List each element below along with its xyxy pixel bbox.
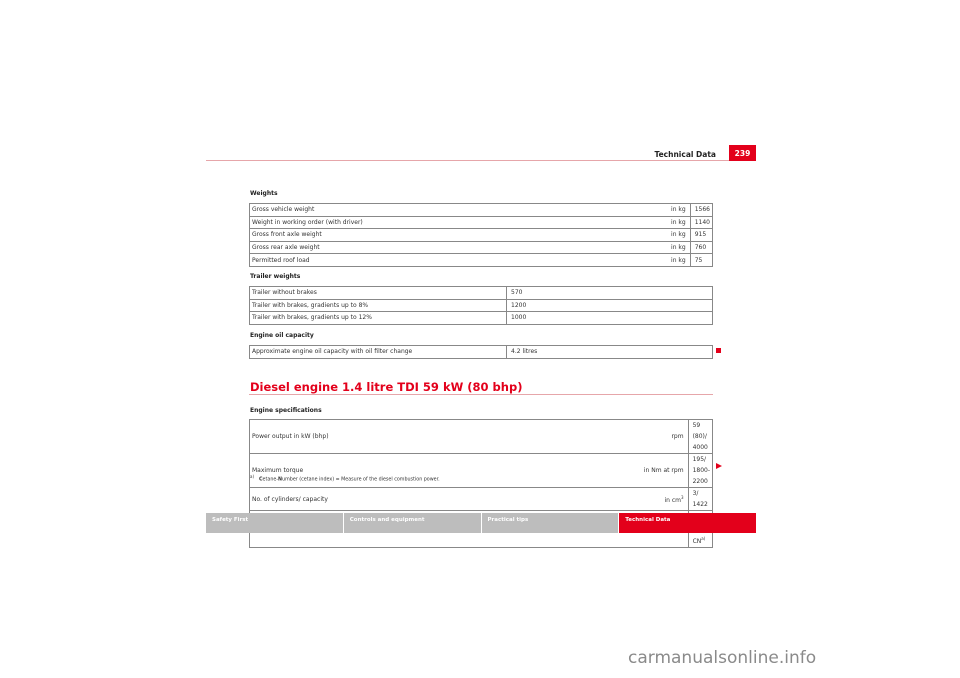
footnote-n: N: [278, 477, 283, 483]
header-rule: [206, 160, 756, 161]
row-unit: in kg: [475, 204, 691, 217]
header-title: Technical Data: [654, 150, 716, 159]
row-label: Gross rear axle weight: [250, 241, 475, 254]
trailer-heading: Trailer weights: [250, 273, 301, 280]
tab-controls-and-equipment[interactable]: Controls and equipment: [344, 513, 481, 533]
row-value: 1140: [690, 216, 712, 229]
row-unit: rpm: [473, 420, 688, 454]
tab-practical-tips[interactable]: Practical tips: [482, 513, 619, 533]
row-value: 1000: [507, 312, 713, 325]
table-row: [250, 312, 713, 325]
row-value: 760: [690, 241, 712, 254]
row-unit: in kg: [475, 216, 691, 229]
row-label: Maximum torque: [250, 454, 474, 488]
row-value: 59 (80)/ 4000: [688, 420, 712, 454]
table-row: [250, 254, 713, 267]
table-row: [250, 299, 713, 312]
row-label: Trailer without brakes: [250, 287, 507, 300]
row-label: Gross vehicle weight: [250, 204, 475, 217]
row-label: Approximate engine oil capacity with oil filter change: [250, 346, 507, 359]
oil-heading: Engine oil capacity: [250, 332, 314, 339]
row-label: Trailer with brakes, gradients up to 8%: [250, 299, 507, 312]
weights-heading: Weights: [250, 190, 278, 197]
tab-safety-first[interactable]: Safety First: [206, 513, 343, 533]
row-value: 915: [690, 229, 712, 242]
row-value: 4.2 litres: [507, 346, 713, 359]
row-value: 195/ 1800-2200: [688, 454, 712, 488]
footnote-c: C: [259, 477, 263, 483]
row-label: Power output in kW (bhp): [250, 420, 474, 454]
table-row: [250, 229, 713, 242]
table-row: [250, 488, 713, 511]
footnote: [250, 474, 440, 483]
table-row: [250, 204, 713, 217]
footnote-text: umber (cetane index) = Measure of the diesel combustion power.: [282, 477, 440, 483]
footnote-mid: etane-: [262, 477, 279, 483]
tab-technical-data[interactable]: Technical Data: [619, 513, 756, 533]
row-label: Permitted roof load: [250, 254, 475, 267]
trailer-table: [249, 286, 713, 325]
diesel-engine-title: Diesel engine 1.4 litre TDI 59 kW (80 bhp): [250, 380, 523, 394]
row-unit: in kg: [475, 241, 691, 254]
engine-spec-heading: Engine specifications: [250, 407, 322, 414]
footnote-mark: a): [250, 474, 255, 479]
row-value: 3/ 1422: [688, 488, 712, 511]
table-row: [250, 287, 713, 300]
table-row: [250, 420, 713, 454]
row-unit: in cm: [664, 497, 682, 504]
oil-table: [249, 345, 713, 359]
row-unit: in Nm at rpm: [473, 454, 688, 488]
footnote-reference: a): [701, 536, 706, 541]
watermark: carmanualsonline.info: [628, 648, 817, 668]
row-value: CN: [692, 538, 702, 545]
row-label: Gross front axle weight: [250, 229, 475, 242]
table-row: [250, 346, 713, 359]
section-end-marker: [716, 348, 721, 353]
row-value: 1566: [690, 204, 712, 217]
unit-superscript: 3: [681, 495, 684, 500]
row-value: 1200: [507, 299, 713, 312]
table-row: [250, 241, 713, 254]
weights-table: [249, 203, 713, 267]
page-number: 239: [729, 145, 756, 161]
row-value: 75: [690, 254, 712, 267]
row-label: No. of cylinders/ capacity: [250, 488, 474, 511]
row-label: Trailer with brakes, gradients up to 12%: [250, 312, 507, 325]
chapter-nav: [206, 513, 756, 533]
diesel-title-rule: [249, 394, 713, 395]
row-unit: in kg: [475, 229, 691, 242]
row-unit-cell: [473, 488, 688, 511]
row-value: 570: [507, 287, 713, 300]
row-label: Weight in working order (with driver): [250, 216, 475, 229]
row-unit: in kg: [475, 254, 691, 267]
continued-arrow-icon: [716, 463, 722, 469]
table-row: [250, 216, 713, 229]
